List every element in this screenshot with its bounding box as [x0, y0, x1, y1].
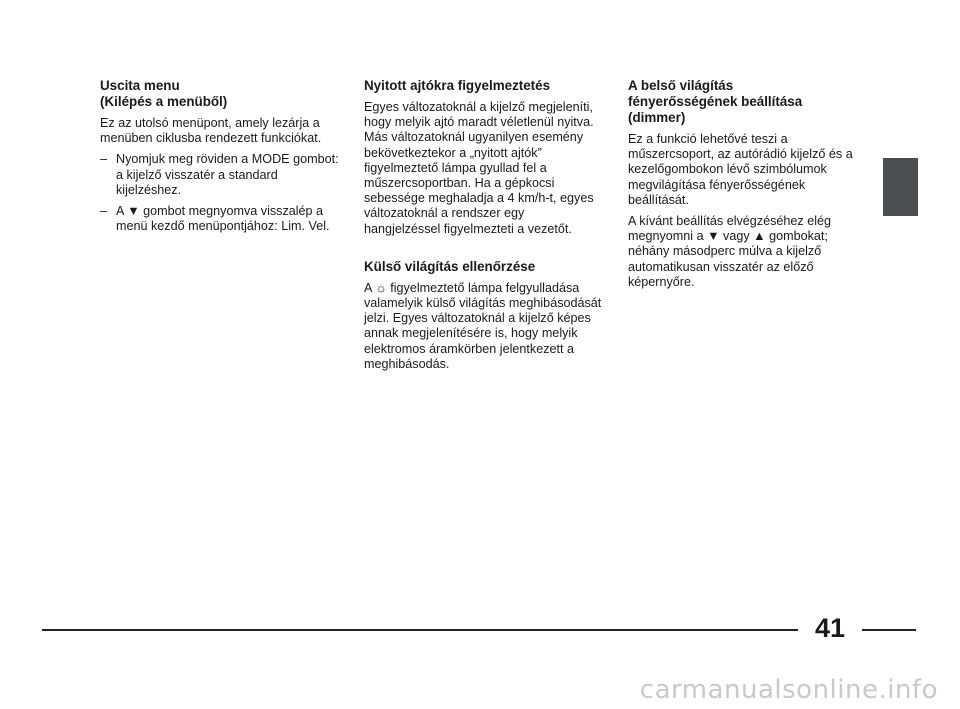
- paragraph: [364, 100, 604, 237]
- section-heading-uscita-menu: [100, 78, 340, 110]
- list-item-text: Nyomjuk meg röviden a MODE gombot: a kijelző visszatér a standard kijelzéshez.: [116, 152, 339, 197]
- heading-line: A belső világítás: [628, 78, 734, 93]
- section-heading-open-doors: Nyitott ajtókra figyelmeztetés: [364, 78, 551, 93]
- section-tab-marker: [883, 158, 918, 216]
- paragraph-line: Más változatoknál ugyanilyen esemény bekövetkeztekor a „nyitott ajtók” figyelmeztető lámpa gyullad fel a műszercsoportban. Ha a gépkocsi sebessége meghaladja a 4 km/h-t, egyes változatoknál a rendszer egy hangjelzéssel figyelmezteti a vezetőt.: [364, 130, 594, 236]
- column-1: [100, 78, 340, 240]
- spacer: [364, 243, 604, 259]
- list-item-text: A ▼ gombot megnyomva visszalép a menü kezdő menüpontjához: Lim. Vel.: [116, 204, 330, 234]
- heading-line: Uscita menu: [100, 78, 180, 93]
- dash-bullet: –: [100, 204, 108, 219]
- paragraph: A ☼ figyelmeztető lámpa felgyulladása valamelyik külső világítás meghibásodását jelzi. Egyes változatoknál a kijelző képes annak megjelenítésére is, hogy melyik elektromos áramkörben jelentkezett a meghibásodás.: [364, 280, 602, 371]
- column-2: [364, 78, 604, 378]
- paragraph-line: Egyes változatoknál a kijelző megjeleníti, hogy melyik ajtó maradt véletlenül nyitva.: [364, 100, 594, 130]
- page-number: 41: [814, 613, 846, 643]
- footer-rule-left: [42, 629, 798, 631]
- list-item: [100, 152, 340, 198]
- watermark: carmanualsonline.info: [639, 675, 938, 705]
- list-item: [100, 204, 340, 234]
- paragraph: Ez a funkció lehetővé teszi a műszercsoport, az autórádió kijelző és a kezelőgombokon lévő szimbólumok megvilágítása fényerősségének beállítását.: [628, 132, 853, 207]
- section-heading-exterior-lights: Külső világítás ellenőrzése: [364, 258, 536, 274]
- footer-rule-right: [862, 629, 916, 631]
- column-3: [628, 78, 868, 296]
- paragraph: Ez az utolsó menüpont, amely lezárja a menüben ciklusba rendezett funkciókat.: [100, 116, 322, 146]
- dash-bullet: –: [100, 152, 108, 167]
- heading-line: (dimmer): [628, 110, 686, 125]
- heading-line: fényerősségének beállítása: [628, 94, 803, 109]
- paragraph: A kívánt beállítás elvégzéséhez elég megnyomni a ▼ vagy ▲ gombokat; néhány másodperc múlva a kijelző automatikusan visszatér az előző képernyőre.: [628, 214, 832, 289]
- section-heading-dimmer: [628, 78, 868, 126]
- heading-line: (Kilépés a menüből): [100, 94, 228, 109]
